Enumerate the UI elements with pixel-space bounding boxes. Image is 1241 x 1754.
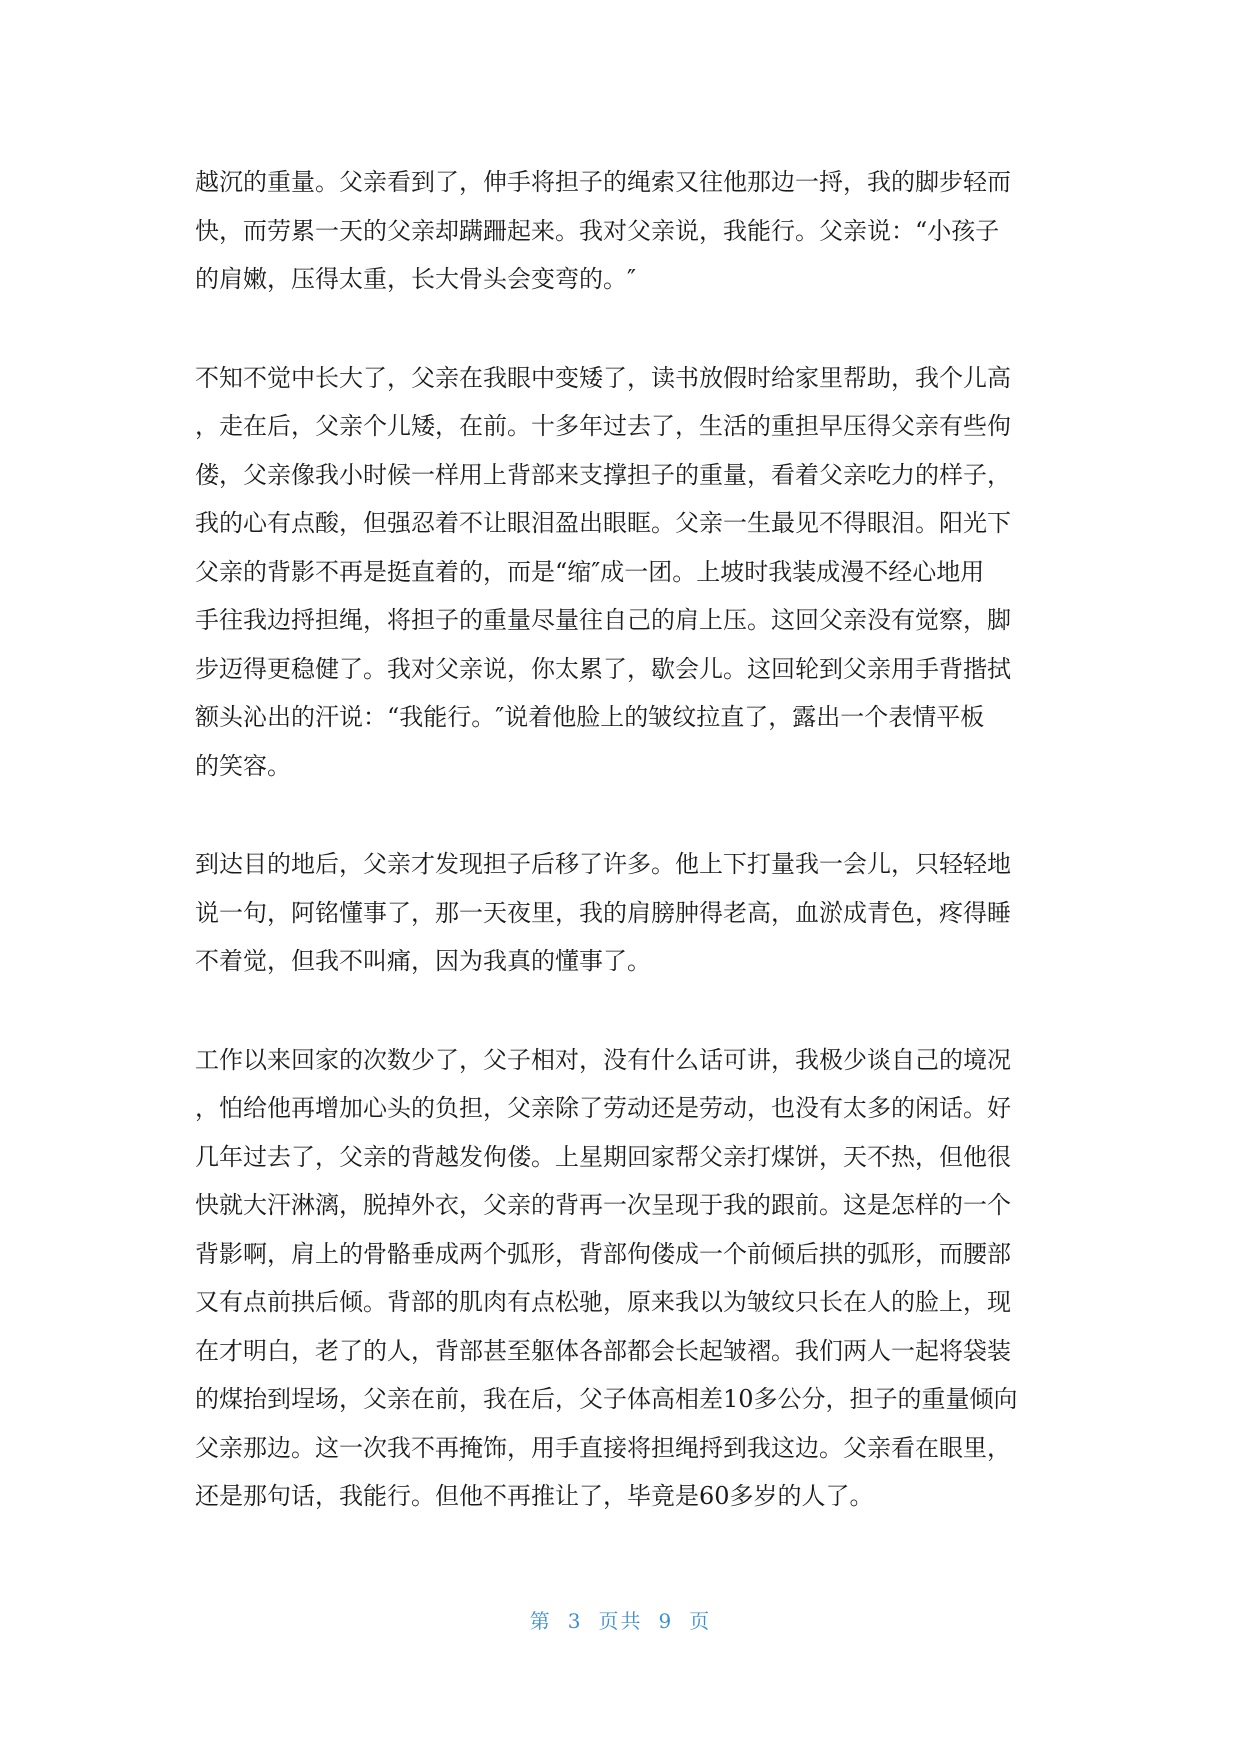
paragraph-4 [195, 1036, 1055, 1521]
text-line: 的煤抬到埕场，父亲在前，我在后，父子体高相差10多公分，担子的重量倾向 [195, 1385, 1018, 1413]
footer-prefix: 第 [529, 1609, 552, 1633]
current-page-number: 3 [567, 1609, 583, 1633]
paragraph-3 [195, 840, 1055, 986]
paragraph-spacer [195, 790, 1055, 840]
text-line: 在才明白，老了的人，背部甚至躯体各部都会长起皱褶。我们两人一起将袋装 [195, 1336, 1011, 1365]
paragraph-2 [195, 354, 1055, 791]
footer-suffix: 页 [689, 1609, 712, 1633]
text-line: ，怕给他再增加心头的负担，父亲除了劳动还是劳动，也没有太多的闲话。好 [195, 1094, 1011, 1122]
text-line: 背影啊，肩上的骨骼垂成两个弧形，背部佝偻成一个前倾后拱的弧形，而腰部 [195, 1239, 1011, 1268]
text-line: 额头沁出的汗说：“我能行。″说着他脸上的皱纹拉直了，露出一个表情平板 [195, 703, 985, 731]
text-line: 几年过去了，父亲的背越发佝偻。上星期回家帮父亲打煤饼，天不热，但他很 [195, 1142, 1011, 1171]
text-line: 手往我边捋担绳，将担子的重量尽量往自己的肩上压。这回父亲没有觉察，脚 [195, 606, 1011, 634]
text-line: 不知不觉中长大了，父亲在我眼中变矮了，读书放假时给家里帮助，我个儿高 [195, 363, 1011, 392]
text-line: 的肩嫩，压得太重，长大骨头会变弯的。″ [195, 265, 636, 293]
text-line: 说一句，阿铭懂事了，那一天夜里，我的肩膀肿得老高，血淤成青色，疼得睡 [195, 898, 1011, 927]
text-line: 工作以来回家的次数少了，父子相对，没有什么话可讲，我极少谈自己的境况 [195, 1045, 1011, 1074]
footer-middle: 页共 [598, 1609, 643, 1633]
total-page-count: 9 [658, 1609, 674, 1633]
text-line: 越沉的重量。父亲看到了，伸手将担子的绳索又往他那边一捋，我的脚步轻而 [195, 168, 1011, 196]
text-line: 不着觉，但我不叫痛，因为我真的懂事了。 [195, 947, 651, 975]
text-line: 我的心有点酸，但强忍着不让眼泪盈出眼眶。父亲一生最见不得眼泪。阳光下 [195, 509, 1011, 537]
text-line: 快就大汗淋漓，脱掉外衣，父亲的背再一次呈现于我的跟前。这是怎样的一个 [195, 1191, 1011, 1219]
text-line: 父亲的背影不再是挺直着的，而是“缩″成一团。上坡时我装成漫不经心地用 [195, 557, 985, 586]
text-line: 步迈得更稳健了。我对父亲说，你太累了，歇会儿。这回轮到父亲用手背揩拭 [195, 654, 1011, 683]
text-line: 偻，父亲像我小时候一样用上背部来支撑担子的重量，看着父亲吃力的样子， [195, 460, 1011, 489]
paragraph-1 [195, 158, 1055, 304]
text-line: 的笑容。 [195, 751, 291, 780]
text-line: ，走在后，父亲个儿矮，在前。十多年过去了，生活的重担早压得父亲有些佝 [195, 412, 1011, 440]
text-line: 又有点前拱后倾。背部的肌肉有点松驰，原来我以为皱纹只长在人的脸上，现 [195, 1288, 1011, 1316]
page-footer [0, 1605, 1241, 1634]
paragraph-spacer [195, 986, 1055, 1036]
document-body [195, 158, 1055, 1521]
paragraph-spacer [195, 304, 1055, 354]
text-line: 到达目的地后，父亲才发现担子后移了许多。他上下打量我一会儿，只轻轻地 [195, 850, 1011, 878]
text-line: 快，而劳累一天的父亲却蹒跚起来。我对父亲说，我能行。父亲说：“小孩子 [195, 216, 1000, 245]
text-line: 还是那句话，我能行。但他不再推让了，毕竟是60多岁的人了。 [195, 1482, 874, 1510]
text-line: 父亲那边。这一次我不再掩饰，用手直接将担绳捋到我这边。父亲看在眼里， [195, 1433, 1011, 1462]
